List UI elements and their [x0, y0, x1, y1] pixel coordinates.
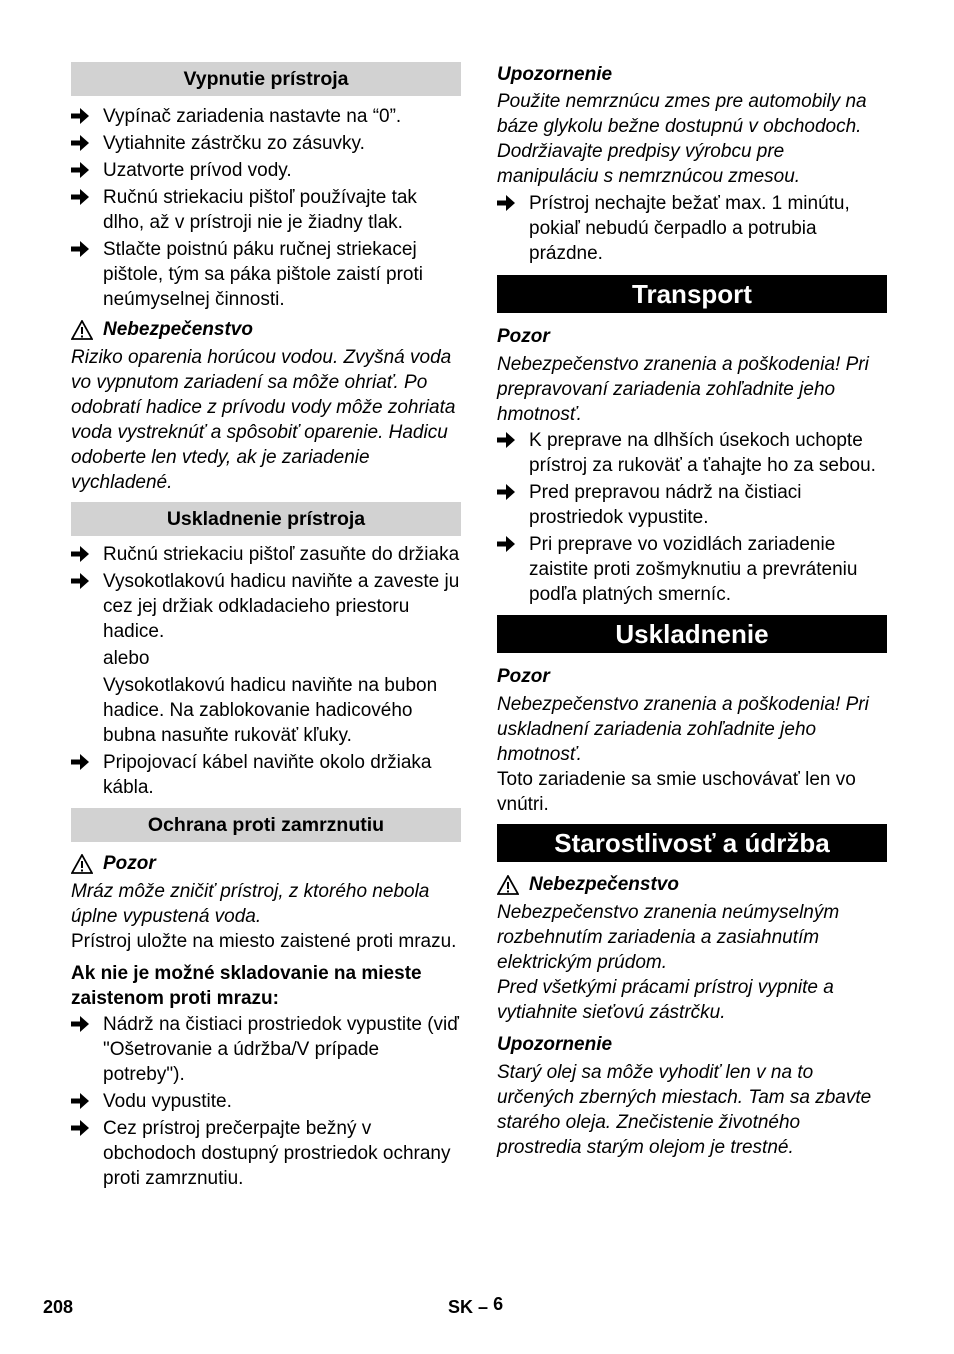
- section-title-maintenance: Starostlivosť a údržba: [497, 824, 887, 862]
- list-item: Ručnú striekaciu pištoľ používajte tak dlho, až v prístroji nie je žiadny tlak.: [71, 185, 461, 235]
- list-item: Vysokotlakovú hadicu naviňte a zaveste ju cez jej držiak odkladacieho priestoru hadice.: [71, 569, 461, 644]
- list-item: Cez prístroj prečerpajte bežný v obchodoch dostupný prostriedok ochrany proti zamrznutiu.: [71, 1116, 461, 1191]
- list-item: Vypínač zariadenia nastavte na “0”.: [71, 104, 461, 129]
- right-column: [497, 62, 887, 1160]
- footer-lang: SK – 6: [448, 1294, 504, 1317]
- section-title-storage: Uskladnenie prístroja: [71, 502, 461, 536]
- arrow-icon: [497, 191, 529, 266]
- list-item: Vytiahnite zástrčku zo zásuvky.: [71, 131, 461, 156]
- danger-text: Nebezpečenstvo zranenia neúmyselným rozbehnutím zariadenia a zasiahnutím elektrickým prúdom.: [497, 902, 840, 973]
- list-item: Vodu vypustite.: [71, 1089, 461, 1114]
- paragraph: Prístroj uložte na miesto zaistené proti mrazu.: [71, 931, 457, 952]
- danger-heading: Nebezpečenstvo: [497, 872, 887, 897]
- list-item: Uzatvorte prívod vody.: [71, 158, 461, 183]
- list-item: Stlačte poistnú páku ručnej striekacej pištole, tým sa páka pištole zaistí proti neúmyselnej činnosti.: [71, 237, 461, 312]
- danger-text: Riziko oparenia horúcou vodou. Zvyšná voda vo vypnutom zariadení sa môže ohriať. Po odobratí hadice z prívodu vody môže zohriata voda vystreknúť a spôsobiť oparenie. Hadicu odoberte len vtedy, ak je zariadenie vychladené.: [71, 347, 456, 493]
- arrow-icon: [71, 750, 103, 800]
- arrow-icon: [497, 480, 529, 530]
- caution-text: Nebezpečenstvo zranenia a poškodenia! Pri prepravovaní zariadenia zohľadnite jeho hmotnosť.: [497, 354, 869, 425]
- list-item: Pripojovací kábel naviňte okolo držiaka kábla.: [71, 750, 461, 800]
- danger-text: Pred všetkými prácami prístroj vypnite a vytiahnite sieťovú zástrčku.: [497, 977, 834, 1023]
- list-item: Ručnú striekaciu pištoľ zasuňte do držiaka: [71, 542, 461, 567]
- note-heading: Upozornenie: [497, 64, 613, 85]
- page-number: 208: [43, 1297, 74, 1317]
- caution-heading: Pozor: [71, 851, 461, 876]
- list-item: Pred prepravou nádrž na čistiaci prostriedok vypustite.: [497, 480, 887, 530]
- list-item: K preprave na dlhších úsekoch uchopte prístroj za rukoväť a ťahajte ho za sebou.: [497, 428, 887, 478]
- bold-paragraph: Ak nie je možné skladovanie na mieste zaistenom proti mrazu:: [71, 963, 422, 1009]
- arrow-icon: [71, 1089, 103, 1114]
- arrow-icon: [71, 569, 103, 644]
- caution-heading: Pozor: [497, 326, 550, 347]
- section-title-storage: Uskladnenie: [497, 615, 887, 653]
- arrow-icon: [71, 237, 103, 312]
- section-title-transport: Transport: [497, 275, 887, 313]
- list-item: Prístroj nechajte bežať max. 1 minútu, pokiaľ nebudú čerpadlo a potrubia prázdne.: [497, 191, 887, 266]
- arrow-icon: [71, 1116, 103, 1191]
- alternative-text: Vysokotlakovú hadicu naviňte na bubon hadice. Na zablokovanie hadicového bubna nasuňte rukoväť kľuky.: [103, 675, 438, 746]
- caution-text: Mráz môže zničiť prístroj, z ktorého nebola úplne vypustená voda.: [71, 881, 430, 927]
- section-title-shutdown: Vypnutie prístroja: [71, 62, 461, 96]
- warning-triangle-icon: [71, 320, 93, 340]
- list-item: Nádrž na čistiaci prostriedok vypustite (viď "Ošetrovanie a údržba/V prípade potreby").: [71, 1012, 461, 1087]
- arrow-icon: [71, 185, 103, 235]
- arrow-icon: [497, 532, 529, 607]
- warning-triangle-icon: [71, 854, 93, 874]
- arrow-icon: [71, 131, 103, 156]
- arrow-icon: [71, 158, 103, 183]
- list-item: Pri preprave vo vozidlách zariadenie zaistite proti zošmyknutiu a prevráteniu podľa platných smerníc.: [497, 532, 887, 607]
- caution-heading: Pozor: [497, 666, 550, 687]
- section-title-frost: Ochrana proti zamrznutiu: [71, 808, 461, 842]
- alternative-label: alebo: [103, 648, 150, 669]
- arrow-icon: [71, 542, 103, 567]
- warning-triangle-icon: [497, 875, 519, 895]
- caution-text: Nebezpečenstvo zranenia a poškodenia! Pri uskladnení zariadenia zohľadnite jeho hmotnosť.: [497, 694, 869, 765]
- arrow-icon: [71, 104, 103, 129]
- left-column: [71, 62, 461, 1191]
- note-text: Starý olej sa môže vyhodiť len v na to určených zberných miestach. Tam sa zbavte starého oleja. Znečistenie životného prostredia starým olejom je trestné.: [497, 1062, 872, 1158]
- note-text: Použite nemrznúcu zmes pre automobily na báze glykolu bežne dostupnú v obchodoch.: [497, 91, 867, 137]
- note-text: Dodržiavajte predpisy výrobcu pre manipuláciu s nemrznúcou zmesou.: [497, 141, 801, 187]
- note-heading: Upozornenie: [497, 1034, 613, 1055]
- arrow-icon: [497, 428, 529, 478]
- paragraph: Toto zariadenie sa smie uschovávať len vo vnútri.: [497, 769, 856, 815]
- arrow-icon: [71, 1012, 103, 1087]
- danger-heading: Nebezpečenstvo: [71, 317, 461, 342]
